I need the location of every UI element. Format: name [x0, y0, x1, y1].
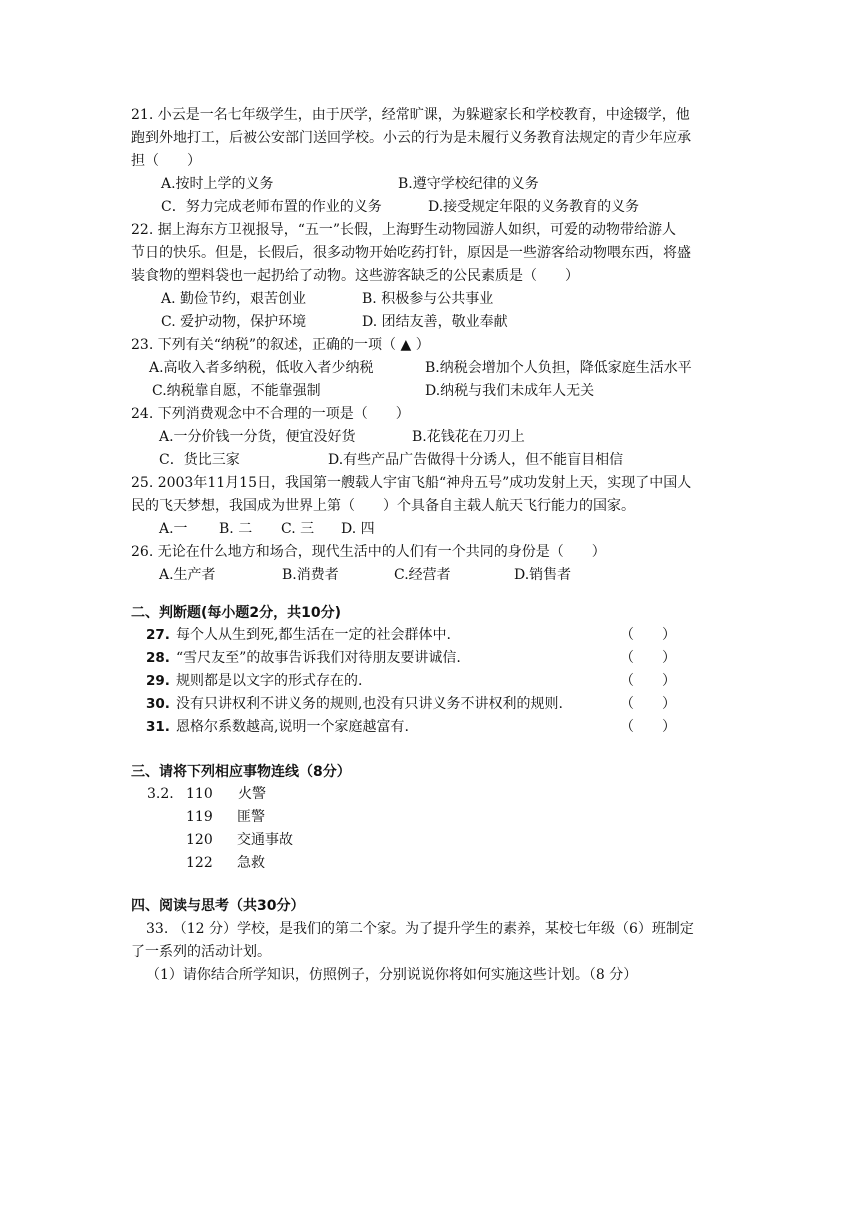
judge-item-number: 28.	[146, 650, 170, 666]
q33-subquestion: （1）请你结合所学知识，仿照例子，分别说说你将如何实施这些计划。（8 分）	[146, 967, 638, 983]
q22-line-2: 节日的快乐。但是，长假后，很多动物开始吃药打针，原因是一些游客给动物喂东西，将盛	[131, 245, 691, 261]
judge-item-number: 30.	[146, 696, 170, 712]
q24-option-d: D.有些产品广告做得十分诱人，但不能盲目相信	[328, 452, 624, 468]
section-3-title: 三、请将下列相应事物连线（8分）	[131, 764, 351, 780]
section-2-title: 二、判断题(每小题2分，共10分)	[131, 605, 342, 621]
q21-line-1: 21. 小云是一名七年级学生，由于厌学，经常旷课，为躲避家长和学校教育，中途辍学，他	[131, 107, 690, 123]
answer-blank[interactable]: （ ）	[620, 650, 676, 666]
q25-line-1: 25. 2003年11月15日，我国第一艘载人宇宙飞船“神舟五号”成功发射上天，实现了中国人	[131, 475, 692, 491]
judge-item-text: 没有只讲权利不讲义务的规则,也没有只讲义务不讲权利的规则.	[176, 696, 563, 712]
q21-option-a: A.按时上学的义务	[161, 176, 274, 192]
q21-line-3: 担（ ）	[131, 153, 201, 169]
q21-option-c: C．努力完成老师布置的作业的义务	[161, 199, 382, 215]
judge-item-number: 31.	[146, 719, 170, 735]
q22-line-1: 22. 据上海东方卫视报导，“五一”长假，上海野生动物园游人如织，可爱的动物带给游人	[131, 222, 677, 238]
q22-option-c: C. 爱护动物，保护环境	[161, 314, 307, 330]
answer-blank[interactable]: （ ）	[620, 696, 676, 712]
q23-line-1: 23. 下列有关“纳税”的叙述，正确的一项（ ▲ ）	[131, 337, 430, 353]
q23-option-d: D.纳税与我们未成年人无关	[425, 383, 595, 399]
q25-option-b: B. 二	[219, 521, 253, 537]
match-item: 急救	[237, 855, 265, 871]
q23-option-a: A.高收入者多纳税，低收入者少纳税	[149, 360, 374, 376]
match-item: 交通事故	[237, 832, 293, 848]
q21-option-d: D.接受规定年限的义务教育的义务	[428, 199, 640, 215]
answer-blank[interactable]: （ ）	[620, 673, 676, 689]
match-item: 匪警	[237, 809, 265, 825]
q21-option-b: B.遵守学校纪律的义务	[398, 176, 539, 192]
phone-number: 119	[186, 809, 213, 825]
q22-option-a: A. 勤俭节约，艰苦创业	[161, 291, 307, 307]
q25-option-c: C. 三	[281, 521, 315, 537]
judge-item-text: 规则都是以文字的形式存在的.	[176, 673, 363, 689]
q25-line-2: 民的飞天梦想，我国成为世界上第（ ）个具备自主载人航天飞行能力的国家。	[131, 498, 635, 514]
q22-line-3: 装食物的塑料袋也一起扔给了动物。这些游客缺乏的公民素质是（ ）	[131, 268, 579, 284]
q22-option-d: D. 团结友善，敬业奉献	[362, 314, 508, 330]
q24-option-a: A.一分价钱一分货，便宜没好货	[159, 429, 356, 445]
q26-option-c: C.经营者	[394, 567, 451, 583]
judge-item-text: 每个人从生到死,都生活在一定的社会群体中.	[176, 627, 451, 643]
q26-line-1: 26. 无论在什么地方和场合，现代生活中的人们有一个共同的身份是（ ）	[131, 544, 606, 560]
q32-number: 3.2.	[147, 786, 174, 802]
answer-blank[interactable]: （ ）	[620, 627, 676, 643]
q26-option-d: D.销售者	[514, 567, 572, 583]
q25-option-a: A.一	[159, 521, 188, 537]
q25-option-d: D. 四	[341, 521, 375, 537]
phone-number: 110	[186, 786, 213, 802]
section-4-title: 四、阅读与思考（共30分）	[131, 898, 305, 914]
q23-option-b: B.纳税会增加个人负担，降低家庭生活水平	[425, 360, 692, 376]
q26-option-a: A.生产者	[159, 567, 216, 583]
q33-line-1: 33. （12 分）学校，是我们的第二个家。为了提升学生的素养，某校七年级（6）班制定	[146, 921, 694, 937]
judge-item-text: “雪尺友至”的故事告诉我们对待朋友要讲诚信.	[176, 650, 461, 666]
q24-option-b: B.花钱花在刀刃上	[412, 429, 525, 445]
judge-item-text: 恩格尔系数越高,说明一个家庭越富有.	[176, 719, 409, 735]
answer-blank[interactable]: （ ）	[620, 719, 676, 735]
phone-number: 122	[186, 855, 213, 871]
q24-line-1: 24. 下列消费观念中不合理的一项是（ ）	[131, 406, 410, 422]
q22-option-b: B. 积极参与公共事业	[362, 291, 494, 307]
q21-line-2: 跑到外地打工，后被公安部门送回学校。小云的行为是未履行义务教育法规定的青少年应承	[131, 130, 691, 146]
q26-option-b: B.消费者	[282, 567, 339, 583]
match-item: 火警	[238, 786, 266, 802]
q24-option-c: C．货比三家	[159, 452, 240, 468]
phone-number: 120	[186, 832, 213, 848]
judge-item-number: 27.	[146, 627, 170, 643]
judge-item-number: 29.	[146, 673, 170, 689]
q23-option-c: C.纳税靠自愿，不能靠强制	[152, 383, 321, 399]
q33-line-2: 了一系列的活动计划。	[131, 944, 271, 960]
